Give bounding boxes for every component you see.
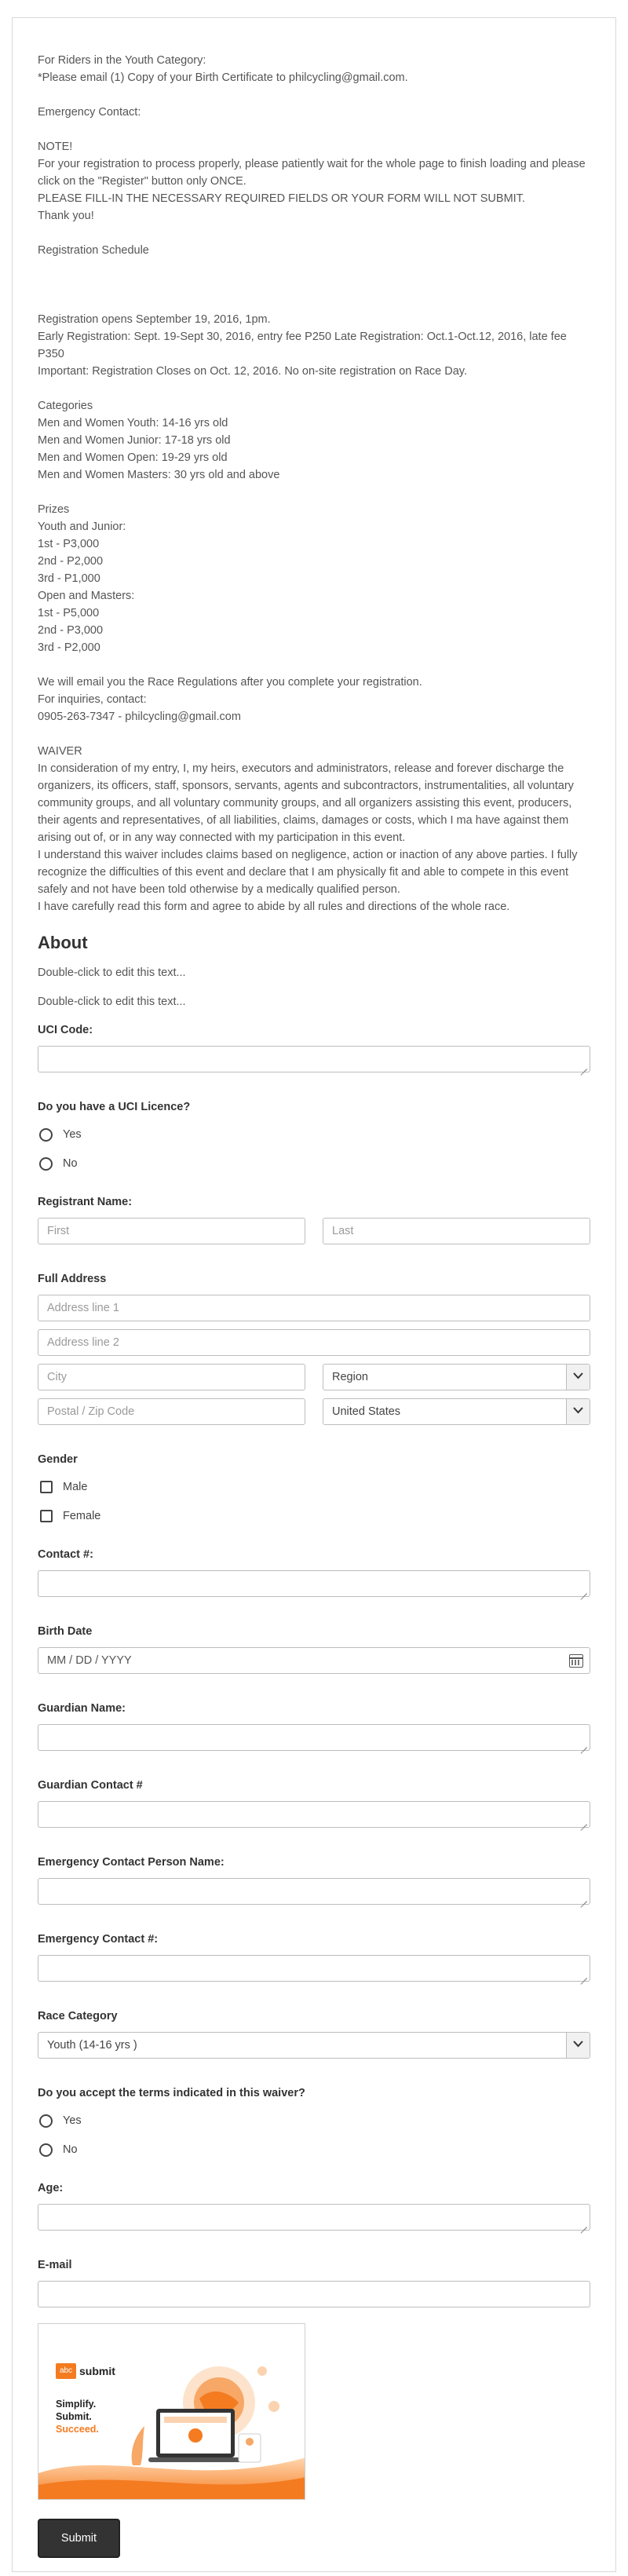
youth-line: *Please email (1) Copy of your Birth Certificate to philcycling@gmail.com.: [38, 71, 408, 84]
accept-terms-label: Do you accept the terms indicated in this waiver?: [38, 2087, 305, 2099]
youth-note: [38, 52, 590, 86]
contact-label: Contact #:: [38, 1548, 93, 1561]
category-line: Men and Women Junior: 17-18 yrs old: [38, 434, 231, 447]
emergency-name-field[interactable]: [38, 1878, 590, 1905]
schedule-line: Important: Registration Closes on Oct. 12, 2016. No on-site registration on Race Day.: [38, 365, 467, 378]
prize-line: 1st - P5,000: [38, 607, 100, 619]
birth-date-input[interactable]: [38, 1647, 590, 1674]
schedule-heading-block: [38, 242, 590, 259]
first-name-input[interactable]: [38, 1218, 305, 1244]
waiver-line: In consideration of my entry, I, my heirs, executors and administrators, release and forever discharge the organizers, its officers, staff, sponsors, servants, agents and subcontractors, instrumentalities, all voluntary community groups, and all voluntary community groups, and all organizers assisting this event, producers, their agents and representatives, of all liabilities, claims, damages or costs, which I ma have against them arising out of, or in any way connected with my participation in this event.: [38, 762, 574, 844]
resize-handle-icon[interactable]: [580, 2220, 587, 2227]
uci-licence-label: Do you have a UCI Licence?: [38, 1101, 191, 1113]
radio-button[interactable]: [39, 2114, 53, 2128]
guardian-contact-field[interactable]: [38, 1801, 590, 1828]
emergency-contact-field[interactable]: [38, 1955, 590, 1982]
note-block: [38, 138, 590, 225]
email-info-block: [38, 674, 590, 725]
placeholder: Postal / Zip Code: [47, 1405, 135, 1418]
resize-handle-icon[interactable]: [580, 1971, 587, 1979]
schedule-heading: Registration Schedule: [38, 244, 149, 257]
emergency-name-label: Emergency Contact Person Name:: [38, 1856, 225, 1869]
prize-line: Prizes: [38, 503, 70, 516]
logo-text: submit: [79, 2365, 115, 2377]
resize-handle-icon[interactable]: [580, 1062, 587, 1069]
calendar-icon[interactable]: [569, 1654, 583, 1668]
placeholder: Address line 1: [47, 1302, 119, 1314]
region-select[interactable]: [323, 1364, 590, 1390]
placeholder: MM / DD / YYYY: [47, 1654, 132, 1667]
placeholder: Last: [332, 1225, 354, 1237]
schedule-line: Registration opens September 19, 2016, 1pm.: [38, 313, 271, 326]
contact-field[interactable]: [38, 1570, 590, 1597]
gender-label: Gender: [38, 1453, 78, 1466]
promo-tagline: [56, 2398, 99, 2435]
chevron-down-icon[interactable]: [566, 1399, 590, 1424]
waiver-line: I have carefully read this form and agree to abide by all rules and directions of the whole race.: [38, 901, 510, 913]
postal-country-row: [38, 1398, 590, 1425]
resize-handle-icon[interactable]: [580, 1741, 587, 1748]
prize-line: 2nd - P2,000: [38, 555, 104, 568]
registrant-name-row: [38, 1218, 590, 1244]
prize-line: Open and Masters:: [38, 590, 135, 602]
schedule-line: Early Registration: Sept. 19-Sept 30, 2016, entry fee P250 Late Registration: Oct.1-Oct.12, 2016, late fee P350: [38, 331, 567, 360]
category-line: Categories: [38, 400, 93, 412]
editable-text[interactable]: Double-click to edit this text...: [38, 996, 186, 1008]
age-label: Age:: [38, 2182, 64, 2194]
schedule-block: [38, 311, 590, 380]
tagline-line: Succeed.: [56, 2424, 99, 2435]
about-heading: About: [38, 933, 88, 952]
selected-value: Youth (14-16 yrs ): [47, 2039, 137, 2052]
chevron-down-icon[interactable]: [566, 2033, 590, 2058]
option-label: Female: [63, 1510, 101, 1522]
note-line: For your registration to process properly, please patiently wait for the whole page to finish loading and please click on the "Register" button only ONCE.: [38, 158, 586, 188]
city-region-row: [38, 1364, 590, 1390]
email-field[interactable]: [38, 2281, 590, 2307]
note-line: Thank you!: [38, 210, 94, 222]
emergency-heading-block: [38, 104, 590, 121]
email-info-line: We will email you the Race Regulations after you complete your registration.: [38, 676, 422, 689]
registrant-name-label: Registrant Name:: [38, 1196, 133, 1208]
race-category-label: Race Category: [38, 2010, 118, 2022]
last-name-input[interactable]: [323, 1218, 590, 1244]
prize-line: Youth and Junior:: [38, 521, 126, 533]
resize-handle-icon[interactable]: [580, 1587, 587, 1594]
youth-line: For Riders in the Youth Category:: [38, 54, 206, 67]
tagline-line: Submit.: [56, 2411, 92, 2422]
radio-button[interactable]: [39, 1128, 53, 1142]
promo-logo: [56, 2363, 115, 2379]
promo-image: [38, 2323, 305, 2500]
guardian-name-label: Guardian Name:: [38, 1702, 126, 1715]
gender-option-male[interactable]: [38, 1478, 590, 1496]
option-label: No: [63, 2143, 78, 2156]
form-content: [38, 52, 590, 2558]
postal-input[interactable]: [38, 1398, 305, 1425]
prize-line: 3rd - P2,000: [38, 641, 100, 654]
category-line: Men and Women Open: 19-29 yrs old: [38, 451, 228, 464]
full-address-label: Full Address: [38, 1273, 107, 1285]
guardian-contact-label: Guardian Contact #: [38, 1779, 143, 1792]
uci-licence-option-yes[interactable]: [38, 1126, 590, 1143]
city-input[interactable]: [38, 1364, 305, 1390]
category-line: Men and Women Masters: 30 yrs old and above: [38, 469, 280, 481]
option-label: Yes: [63, 1128, 82, 1141]
waiver-line: I understand this waiver includes claims based on negligence, action or inaction of any above parties. I fully recognize the difficulties of this event and declare that I am physically fit and able to compete in this event safely and not have been told otherwise by a medically qualified person.: [38, 849, 578, 896]
chevron-down-icon[interactable]: [566, 1365, 590, 1390]
submit-button[interactable]: Submit: [38, 2519, 120, 2558]
gender-option-female[interactable]: [38, 1507, 590, 1525]
uci-licence-option-no[interactable]: [38, 1155, 590, 1172]
logo-icon: abc: [56, 2363, 76, 2379]
tagline-line: Simplify.: [56, 2399, 97, 2410]
checkbox[interactable]: [40, 1481, 53, 1493]
resize-handle-icon[interactable]: [580, 1818, 587, 1825]
waiver-block: [38, 743, 590, 915]
placeholder: Address line 2: [47, 1336, 119, 1349]
emergency-heading: Emergency Contact:: [38, 106, 141, 119]
placeholder: First: [47, 1225, 70, 1237]
emergency-contact-label: Emergency Contact #:: [38, 1933, 159, 1946]
waiver-line: WAIVER: [38, 745, 82, 758]
category-line: Men and Women Youth: 14-16 yrs old: [38, 417, 228, 429]
editable-text[interactable]: Double-click to edit this text...: [38, 966, 186, 979]
selected-value: United States: [332, 1405, 401, 1418]
email-label: E-mail: [38, 2259, 72, 2271]
note-line: NOTE!: [38, 141, 73, 153]
selected-value: Region: [332, 1371, 368, 1383]
birth-date-label: Birth Date: [38, 1625, 93, 1638]
checkbox[interactable]: [40, 1510, 53, 1522]
uci-code-label: UCI Code:: [38, 1024, 93, 1036]
prize-line: 3rd - P1,000: [38, 572, 100, 585]
accept-terms-option-yes[interactable]: [38, 2112, 590, 2129]
prize-line: 2nd - P3,000: [38, 624, 104, 637]
uci-code-field[interactable]: [38, 1046, 590, 1072]
email-info-line: 0905-263-7347 - philcycling@gmail.com: [38, 711, 241, 723]
accept-terms-option-no[interactable]: [38, 2141, 590, 2158]
race-category-select[interactable]: [38, 2032, 590, 2059]
address-line2-input[interactable]: [38, 1329, 590, 1356]
prizes-block: [38, 501, 590, 656]
prize-line: 1st - P3,000: [38, 538, 100, 550]
option-label: Yes: [63, 2114, 82, 2127]
address-line1-input[interactable]: [38, 1295, 590, 1321]
radio-button[interactable]: [39, 2143, 53, 2157]
guardian-name-field[interactable]: [38, 1724, 590, 1751]
option-label: Male: [63, 1481, 88, 1493]
placeholder: City: [47, 1371, 67, 1383]
option-label: No: [63, 1157, 78, 1170]
radio-button[interactable]: [39, 1157, 53, 1171]
country-select[interactable]: [323, 1398, 590, 1425]
note-line: PLEASE FILL-IN THE NECESSARY REQUIRED FIELDS OR YOUR FORM WILL NOT SUBMIT.: [38, 192, 525, 205]
resize-handle-icon[interactable]: [580, 1895, 587, 1902]
age-field[interactable]: [38, 2204, 590, 2231]
email-info-line: For inquiries, contact:: [38, 693, 147, 706]
categories-block: [38, 397, 590, 484]
